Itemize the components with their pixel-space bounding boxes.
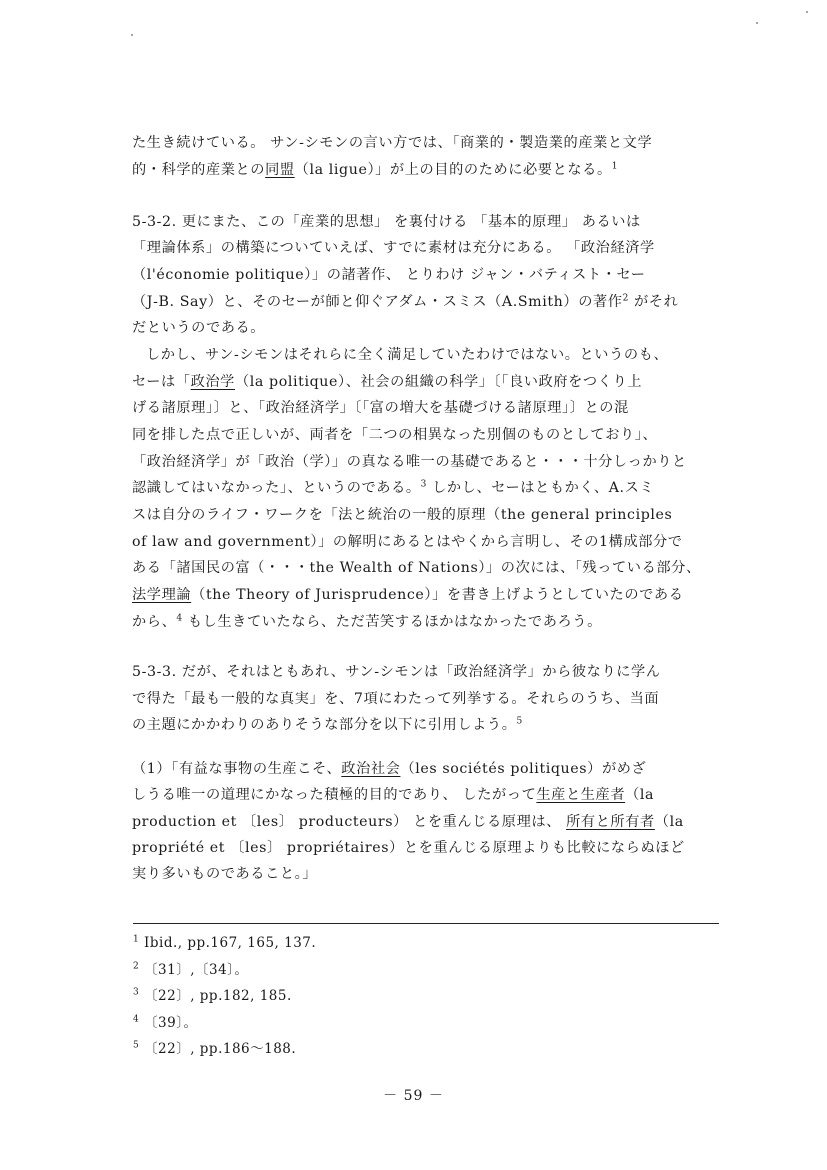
body-line	[132, 715, 732, 735]
footnote-divider	[133, 923, 719, 924]
footnote-number: 1	[133, 934, 140, 945]
footnote-text: 〔22〕, pp.182, 185.	[144, 988, 292, 1004]
body-line: 5-3-3. だが、それはともあれ、サン-シモンは「政治経済学」から彼なりに学ん	[132, 664, 661, 680]
quote-line	[132, 812, 732, 832]
text: （la	[654, 814, 684, 830]
footnote-ref: 4	[176, 613, 183, 624]
body-line	[132, 478, 732, 498]
body-line: た生き続けている。 サン-シモンの言い方では、「商業的・製造業的産業と文学	[132, 135, 653, 151]
underlined-term: 所有と所有者	[566, 814, 655, 830]
body-line: 「政治経済学」が「政治（学）」の真なる唯一の基礎であると・・・十分しっかりと	[132, 454, 687, 470]
footnote	[133, 1014, 533, 1032]
quote-line: propriété et 〔les〕 propriétaires）とを重んじる原理よりも比較にならぬほど	[132, 840, 685, 856]
body-line: だというのである。	[132, 320, 266, 336]
footnote-number: 5	[133, 1040, 140, 1051]
text: （J-B. Say）と、そのセーが師と仰ぐアダム・スミス（A.Smith）の著作	[132, 294, 623, 310]
footnote-ref: 3	[420, 479, 427, 490]
text: から、	[132, 614, 177, 630]
body-line: で得た「最も一般的な真実」を、7項にわたって列挙する。それらのうち、当面	[132, 691, 660, 707]
scan-speck	[131, 34, 133, 36]
body-line: げる諸原理」〕と、「政治経済学」〔「富の増大を基礎づける諸原理」〕との混	[132, 400, 629, 416]
text: がそれ	[628, 294, 679, 310]
body-line: ある「諸国民の富（・・・the Wealth of Nations）」の次には、「残っている部分、	[132, 560, 701, 576]
underlined-term: 政治学	[190, 374, 235, 390]
footnote-text: Ibid., pp.167, 165, 137.	[144, 935, 317, 951]
footnote-number: 3	[133, 987, 140, 998]
text: もし生きていたなら、ただ苦笑するほかはなかったであろう。	[182, 614, 602, 630]
body-line: 同を排した点で正しいが、両者を「二つの相異なった別個のものとしており」、	[132, 427, 658, 443]
scan-speck	[806, 11, 808, 13]
text: 認識してはいなかった」、というのである。	[132, 480, 421, 496]
text: （the Theory of Jurisprudence）」を書き上げようとしていたのである	[191, 587, 684, 603]
page-number: － 59 －	[383, 1088, 444, 1104]
footnote-ref: 1	[611, 161, 619, 172]
footnote-number: 2	[133, 961, 140, 972]
body-line	[132, 612, 732, 632]
footnote-text: 〔39〕。	[144, 1015, 198, 1031]
underlined-term: 政治社会	[341, 761, 401, 777]
body-line: 5-3-2. 更にまた、この「産業的思想」 を裏付ける 「基本的原理」 あるいは	[132, 214, 641, 230]
text: セーは「	[132, 374, 191, 390]
text: （les sociétés politiques）がめざ	[400, 761, 647, 777]
body-line: しかし、サン-シモンはそれらに全く満足していたわけではない。というのも、	[146, 347, 669, 363]
footnote	[133, 1040, 533, 1058]
underlined-term: 生産と生産者	[536, 787, 626, 803]
quote-line	[132, 759, 732, 779]
underlined-term: 法学理論	[132, 587, 192, 603]
body-line: 「理論体系」の構築についていえば、すでに素材は充分にある。 「政治経済学	[132, 240, 655, 256]
body-line	[132, 160, 732, 180]
text: しうる唯一の道理にかなった積極的目的であり、 したがって	[132, 787, 537, 803]
footnote	[133, 934, 533, 952]
body-line	[132, 292, 732, 312]
underlined-term: 同盟	[265, 162, 295, 178]
text: production et 〔les〕 producteurs） とを重んじる原理は、	[132, 814, 567, 830]
text: しかし、セーはともかく、A.スミ	[426, 480, 655, 496]
footnote-text: 〔22〕, pp.186～188.	[144, 1041, 297, 1057]
quote-line: 実り多いものであること。」	[132, 866, 318, 882]
body-line: （l'économie politique）」の諸著作、 とりわけ ジャン・バティスト・セー	[132, 267, 646, 283]
footnote-ref: 2	[622, 293, 629, 304]
body-line	[132, 585, 732, 605]
footnote-text: 〔31〕,〔34〕。	[144, 962, 249, 978]
footnote-number: 4	[133, 1014, 140, 1025]
body-line	[132, 372, 732, 392]
scan-speck	[756, 22, 758, 24]
body-line: of law and government）」の解明にあるとはやくから言明し、その1構成部分で	[132, 534, 683, 550]
footnote	[133, 961, 533, 979]
text: 的・科学的産業との	[132, 162, 266, 178]
text: （la ligue）」が上の目的のために必要となる。	[294, 162, 612, 178]
text: の主題にかかわりのありそうな部分を以下に引用しよう。	[132, 717, 517, 733]
body-line: スは自分のライフ・ワークを「法と統治の一般的原理（the general principles	[132, 507, 673, 523]
quote-line	[132, 785, 732, 805]
text: （la	[625, 787, 655, 803]
text: （1）「有益な事物の生産こそ、	[132, 761, 342, 777]
footnote-ref: 5	[516, 716, 523, 727]
text: （la politique）、社会の組織の科学」〔「良い政府をつくり上	[234, 374, 643, 390]
footnote	[133, 987, 533, 1005]
